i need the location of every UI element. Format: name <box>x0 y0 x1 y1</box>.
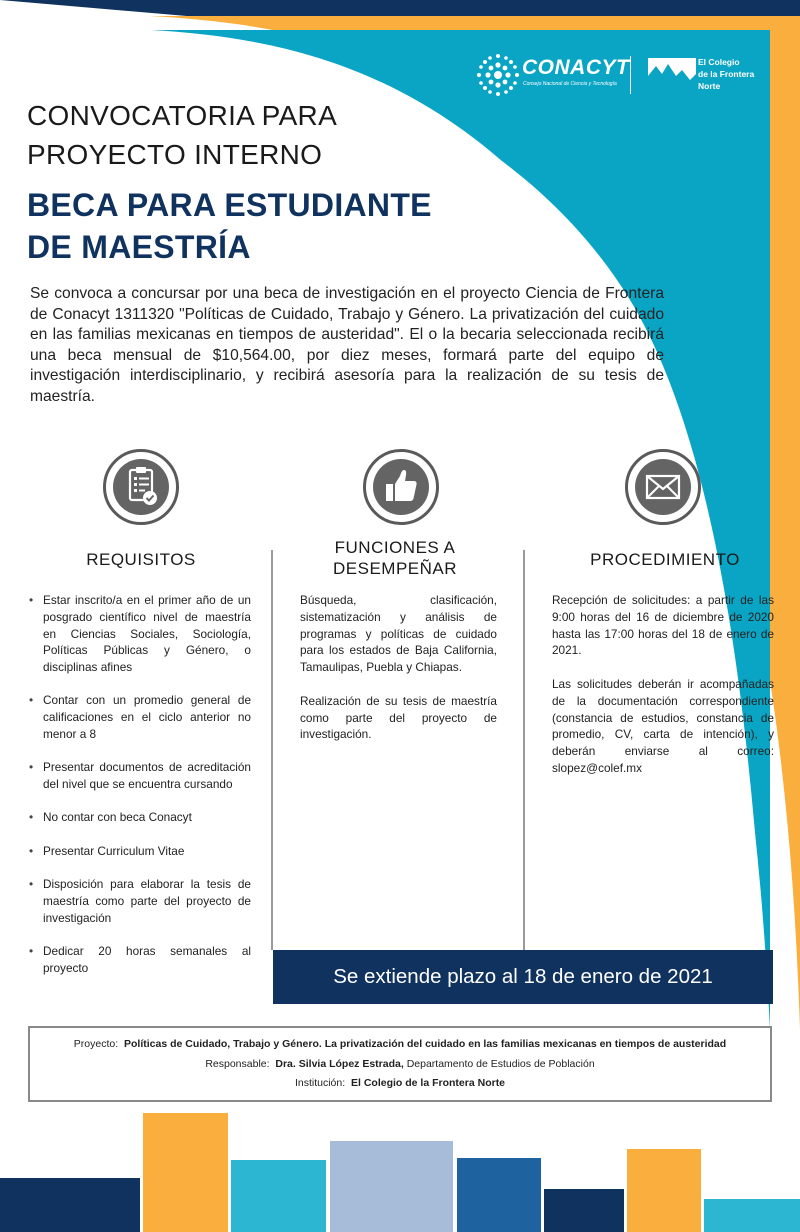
list-item: • Disposición para elaborar la tesis de maestría como parte del proyecto de investigación <box>29 876 251 926</box>
funciones-paragraph-2: Realización de su tesis de maestría como parte del proyecto de investigación. <box>300 693 497 742</box>
navy-corner-band <box>0 0 800 18</box>
list-item: • Dedicar 20 horas semanales al proyecto <box>29 943 251 977</box>
funciones-title-line-2: DESEMPEÑAR <box>332 559 458 578</box>
convocatoria-line-2: PROYECTO INTERNO <box>27 139 323 170</box>
colef-line-2: de la Frontera <box>698 69 755 79</box>
beca-line-2: DE MAESTRÍA <box>27 229 251 265</box>
colef-line-3: Norte <box>698 81 721 91</box>
envelope-icon <box>635 459 691 515</box>
proyecto-line <box>30 1038 770 1050</box>
bottom-bar-2 <box>143 1113 228 1232</box>
beca-line-1: BECA PARA ESTUDIANTE <box>27 187 432 223</box>
list-item: • Contar con un promedio general de calificaciones en el ciclo anterior no menor a 8 <box>29 692 251 742</box>
procedimiento-text <box>552 592 774 794</box>
list-item: • Presentar documentos de acreditación del nivel que se encuentra cursando <box>29 759 251 793</box>
bottom-bar-7 <box>627 1149 701 1232</box>
column-divider-right <box>523 550 525 950</box>
convocatoria-heading <box>27 96 337 174</box>
procedimiento-paragraph-2: Las solicitudes deberán ir acompañadas de la documentación correspondiente (constancia de estudios, constancia de promedio, CV, carta de intención), y deberán enviarse al correo: slopez@colef.mx <box>552 676 774 775</box>
institucion-line <box>30 1077 770 1089</box>
column-divider-left <box>271 550 273 950</box>
bottom-bar-4 <box>330 1141 453 1232</box>
responsable-name: Dra. Silvia López Estrada, <box>275 1058 404 1070</box>
logos-group <box>476 50 776 100</box>
list-item: • Estar inscrito/a en el primer año de un posgrado científico nivel de maestría en Ciencias Sociales, Sociología, Políticas Públicas y Género, o disciplinas afines <box>29 592 251 676</box>
responsable-label: Responsable: <box>205 1058 270 1070</box>
requisitos-title: REQUISITOS <box>86 550 196 569</box>
institucion-value: El Colegio de la Frontera Norte <box>351 1077 506 1089</box>
bottom-bar-6 <box>544 1189 624 1232</box>
deadline-extension-banner: Se extiende plazo al 18 de enero de 2021 <box>273 950 773 1004</box>
procedimiento-title: PROCEDIMIENTO <box>590 550 740 569</box>
project-info-box <box>28 1026 772 1102</box>
funciones-title-line-1: FUNCIONES A <box>334 538 456 557</box>
thumbs-up-icon <box>373 459 429 515</box>
colef-logo-icon <box>648 58 696 92</box>
funciones-title <box>295 537 495 579</box>
colef-line-1: El Colegio <box>698 57 740 67</box>
bottom-bar-8 <box>704 1199 800 1232</box>
funciones-text <box>300 592 497 760</box>
responsable-dept: Departamento de Estudios de Población <box>406 1058 595 1070</box>
list-item: • Presentar Curriculum Vitae <box>29 843 251 860</box>
proyecto-label: Proyecto: <box>73 1038 119 1050</box>
proyecto-value: Políticas de Cuidado, Trabajo y Género. La privatización del cuidado en las familias mexicanas en tiempos de austeridad <box>124 1038 727 1050</box>
bottom-bar-5 <box>457 1158 541 1232</box>
conacyt-logo-text: CONACYT <box>522 56 630 79</box>
procedimiento-paragraph-1: Recepción de solicitudes: a partir de las 9:00 horas del 16 de diciembre de 2020 hasta las 17:00 horas del 18 de enero de 2021. <box>552 593 774 658</box>
intro-paragraph: Se convoca a concursar por una beca de investigación en el proyecto Ciencia de Frontera de Conacyt 1311320 "Políticas de Cuidado, Trabajo y Género. La privatización del cuidado en las familias mexicanas en tiempos de austeridad". El o la becaria seleccionada recibirá una beca mensual de $10,564.00, por diez meses, formará parte del equipo de investigación interdisciplinario, y recibirá asesoría para la realización de su tesis de maestría. <box>30 285 664 405</box>
requisitos-icon-circle <box>103 449 179 525</box>
logo-divider <box>630 56 631 94</box>
procedimiento-icon-circle <box>625 449 701 525</box>
responsable-line <box>30 1058 770 1070</box>
funciones-icon-circle <box>363 449 439 525</box>
bottom-bar-3 <box>231 1160 326 1232</box>
bottom-bar-1 <box>0 1178 140 1232</box>
institucion-label: Institución: <box>294 1077 346 1089</box>
funciones-paragraph-1: Búsqueda, clasificación, sistematización y análisis de programas y políticas de cuidado para los estados de Baja California, Tamaulipas, Puebla y Chiapas. <box>300 593 497 675</box>
beca-heading <box>27 184 432 268</box>
convocatoria-line-1: CONVOCATORIA PARA <box>27 100 338 131</box>
conacyt-logo-icon <box>476 53 520 97</box>
colef-logo-text <box>698 56 754 92</box>
requisitos-list <box>29 592 251 993</box>
conacyt-logo-subtitle: Consejo Nacional de Ciencia y Tecnología <box>523 81 617 87</box>
list-item: • No contar con beca Conacyt <box>29 809 251 826</box>
clipboard-checklist-icon <box>113 459 169 515</box>
